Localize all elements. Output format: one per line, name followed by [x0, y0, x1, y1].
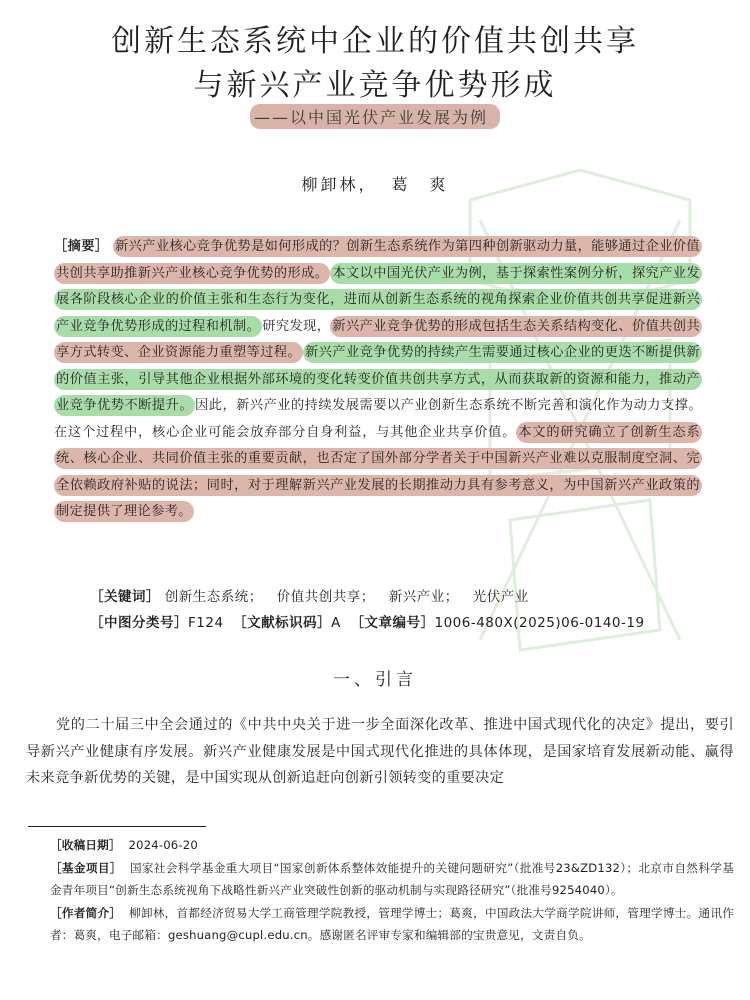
keyword: 价值共创共享； — [276, 589, 375, 605]
keywords-line — [90, 585, 543, 605]
keyword: 新兴产业； — [388, 589, 459, 605]
abstract-segment: 本文以中国光伏产业为例，基于探索性案例分析，探究产业发展各阶段核心企业的价值主张和生态行为变化，进而从创新生态系统的视角探索企业价值共创共享促进新兴产业竞争优势形成的过程和机制。 — [54, 263, 702, 337]
article-number-label: ［文章编号］ — [350, 615, 435, 631]
section-heading: 一、引言 — [333, 670, 417, 690]
keyword: 创新生态系统； — [164, 589, 263, 605]
footnote-funding — [50, 857, 734, 902]
article-title-line1: 创新生态系统中企业的价值共创共享 — [111, 24, 639, 59]
author-name: 葛 爽 — [391, 175, 449, 194]
abstract-segment: 新兴产业核心竞争优势是如何形成的？创新生态系统作为第四种创新驱动力量，能够通过企业价值共创共享助推新兴产业核心竞争优势的形成。 — [54, 236, 702, 284]
keyword: 光伏产业 — [472, 589, 529, 605]
keywords-label: ［关键词］ — [90, 589, 160, 605]
footnotes-block — [50, 834, 734, 947]
article-subtitle: ——以中国光伏产业发展为例 — [250, 104, 500, 129]
received-label: ［收稿日期］ — [50, 838, 121, 852]
abstract-label: ［摘要］ — [54, 239, 109, 254]
footnote-received — [50, 834, 734, 857]
clc-label: ［中图分类号］ — [90, 615, 188, 631]
body-paragraph: 党的二十届三中全会通过的《中共中央关于进一步全面深化改革、推进中国式现代化的决定》提出，要引导新兴产业健康有序发展。新兴产业健康发展是中国式现代化推进的具体体现，是国家培育发展新动能、赢得未来竞争新优势的关键，是中国实现从创新追赶向创新引领转变的重要决定 — [26, 717, 734, 786]
footnote-authors — [50, 902, 734, 947]
subtitle-container — [0, 104, 750, 129]
abstract-block — [54, 234, 702, 526]
abstract-segment: 因此，新兴产业的持续发展需要以产业创新生态系统不断完善和演化作为动力支撑。在这个过程中，核心企业可能会放弃部分自身利益，与其他企业共享价值。 — [54, 398, 702, 440]
doc-code-label: ［文献标识码］ — [233, 615, 332, 631]
author-bio-text: 柳卸林，首都经济贸易大学工商管理学院教授，管理学博士；葛爽，中国政法大学商学院讲师，管理学博士。通讯作者：葛爽，电子邮箱：geshuang@cupl.edu.cn。感谢匿名评审专家和编辑部的宝贵意见，文责自负。 — [50, 905, 734, 942]
classification-line — [90, 611, 645, 631]
abstract-segment: 本文的研究确立了创新生态系统、核心企业、共同价值主张的重要贡献，也否定了国外部分学者关于中国新兴产业难以克服制度空洞、完全依赖政府补贴的说法；同时，对于理解新兴产业发展的长期推动力具有参考意义，为中国新兴产业政策的制定提供了理论参考。 — [54, 422, 702, 523]
clc-value: F124 — [188, 615, 224, 631]
abstract-segment: 新兴产业竞争优势的持续产生需要通过核心企业的更迭不断提供新的价值主张，引导其他企业根据外部环境的变化转变价值共创共享方式，从而获取新的资源和能力，推动产业竞争优势不断提升。 — [54, 342, 702, 416]
author-bio-label: ［作者简介］ — [50, 905, 122, 920]
funding-label: ［基金项目］ — [50, 860, 122, 875]
footnote-divider — [28, 826, 206, 827]
received-date: 2024-06-20 — [128, 838, 198, 852]
abstract-segment: 新兴产业竞争优势的形成包括生态关系结构变化、价值共创共享方式转变、企业资源能力重塑等过程。 — [54, 316, 702, 364]
article-title-line2: 与新兴产业竞争优势形成 — [193, 68, 557, 103]
funding-text: 国家社会科学基金重大项目“国家创新体系整体效能提升的关键问题研究”（批准号23&ZD132）；北京市自然科学基金青年项目“创新生态系统视角下战略性新兴产业突破性创新的驱动机制与实现路径研究”（批准号9254040）。 — [50, 860, 734, 897]
article-number-value: 1006-480X(2025)06-0140-19 — [434, 615, 645, 631]
abstract-segment: 研究发现， — [262, 318, 331, 334]
doc-code-value: A — [331, 615, 341, 631]
author-list — [0, 172, 750, 195]
author-name: 柳卸林， — [301, 175, 378, 194]
